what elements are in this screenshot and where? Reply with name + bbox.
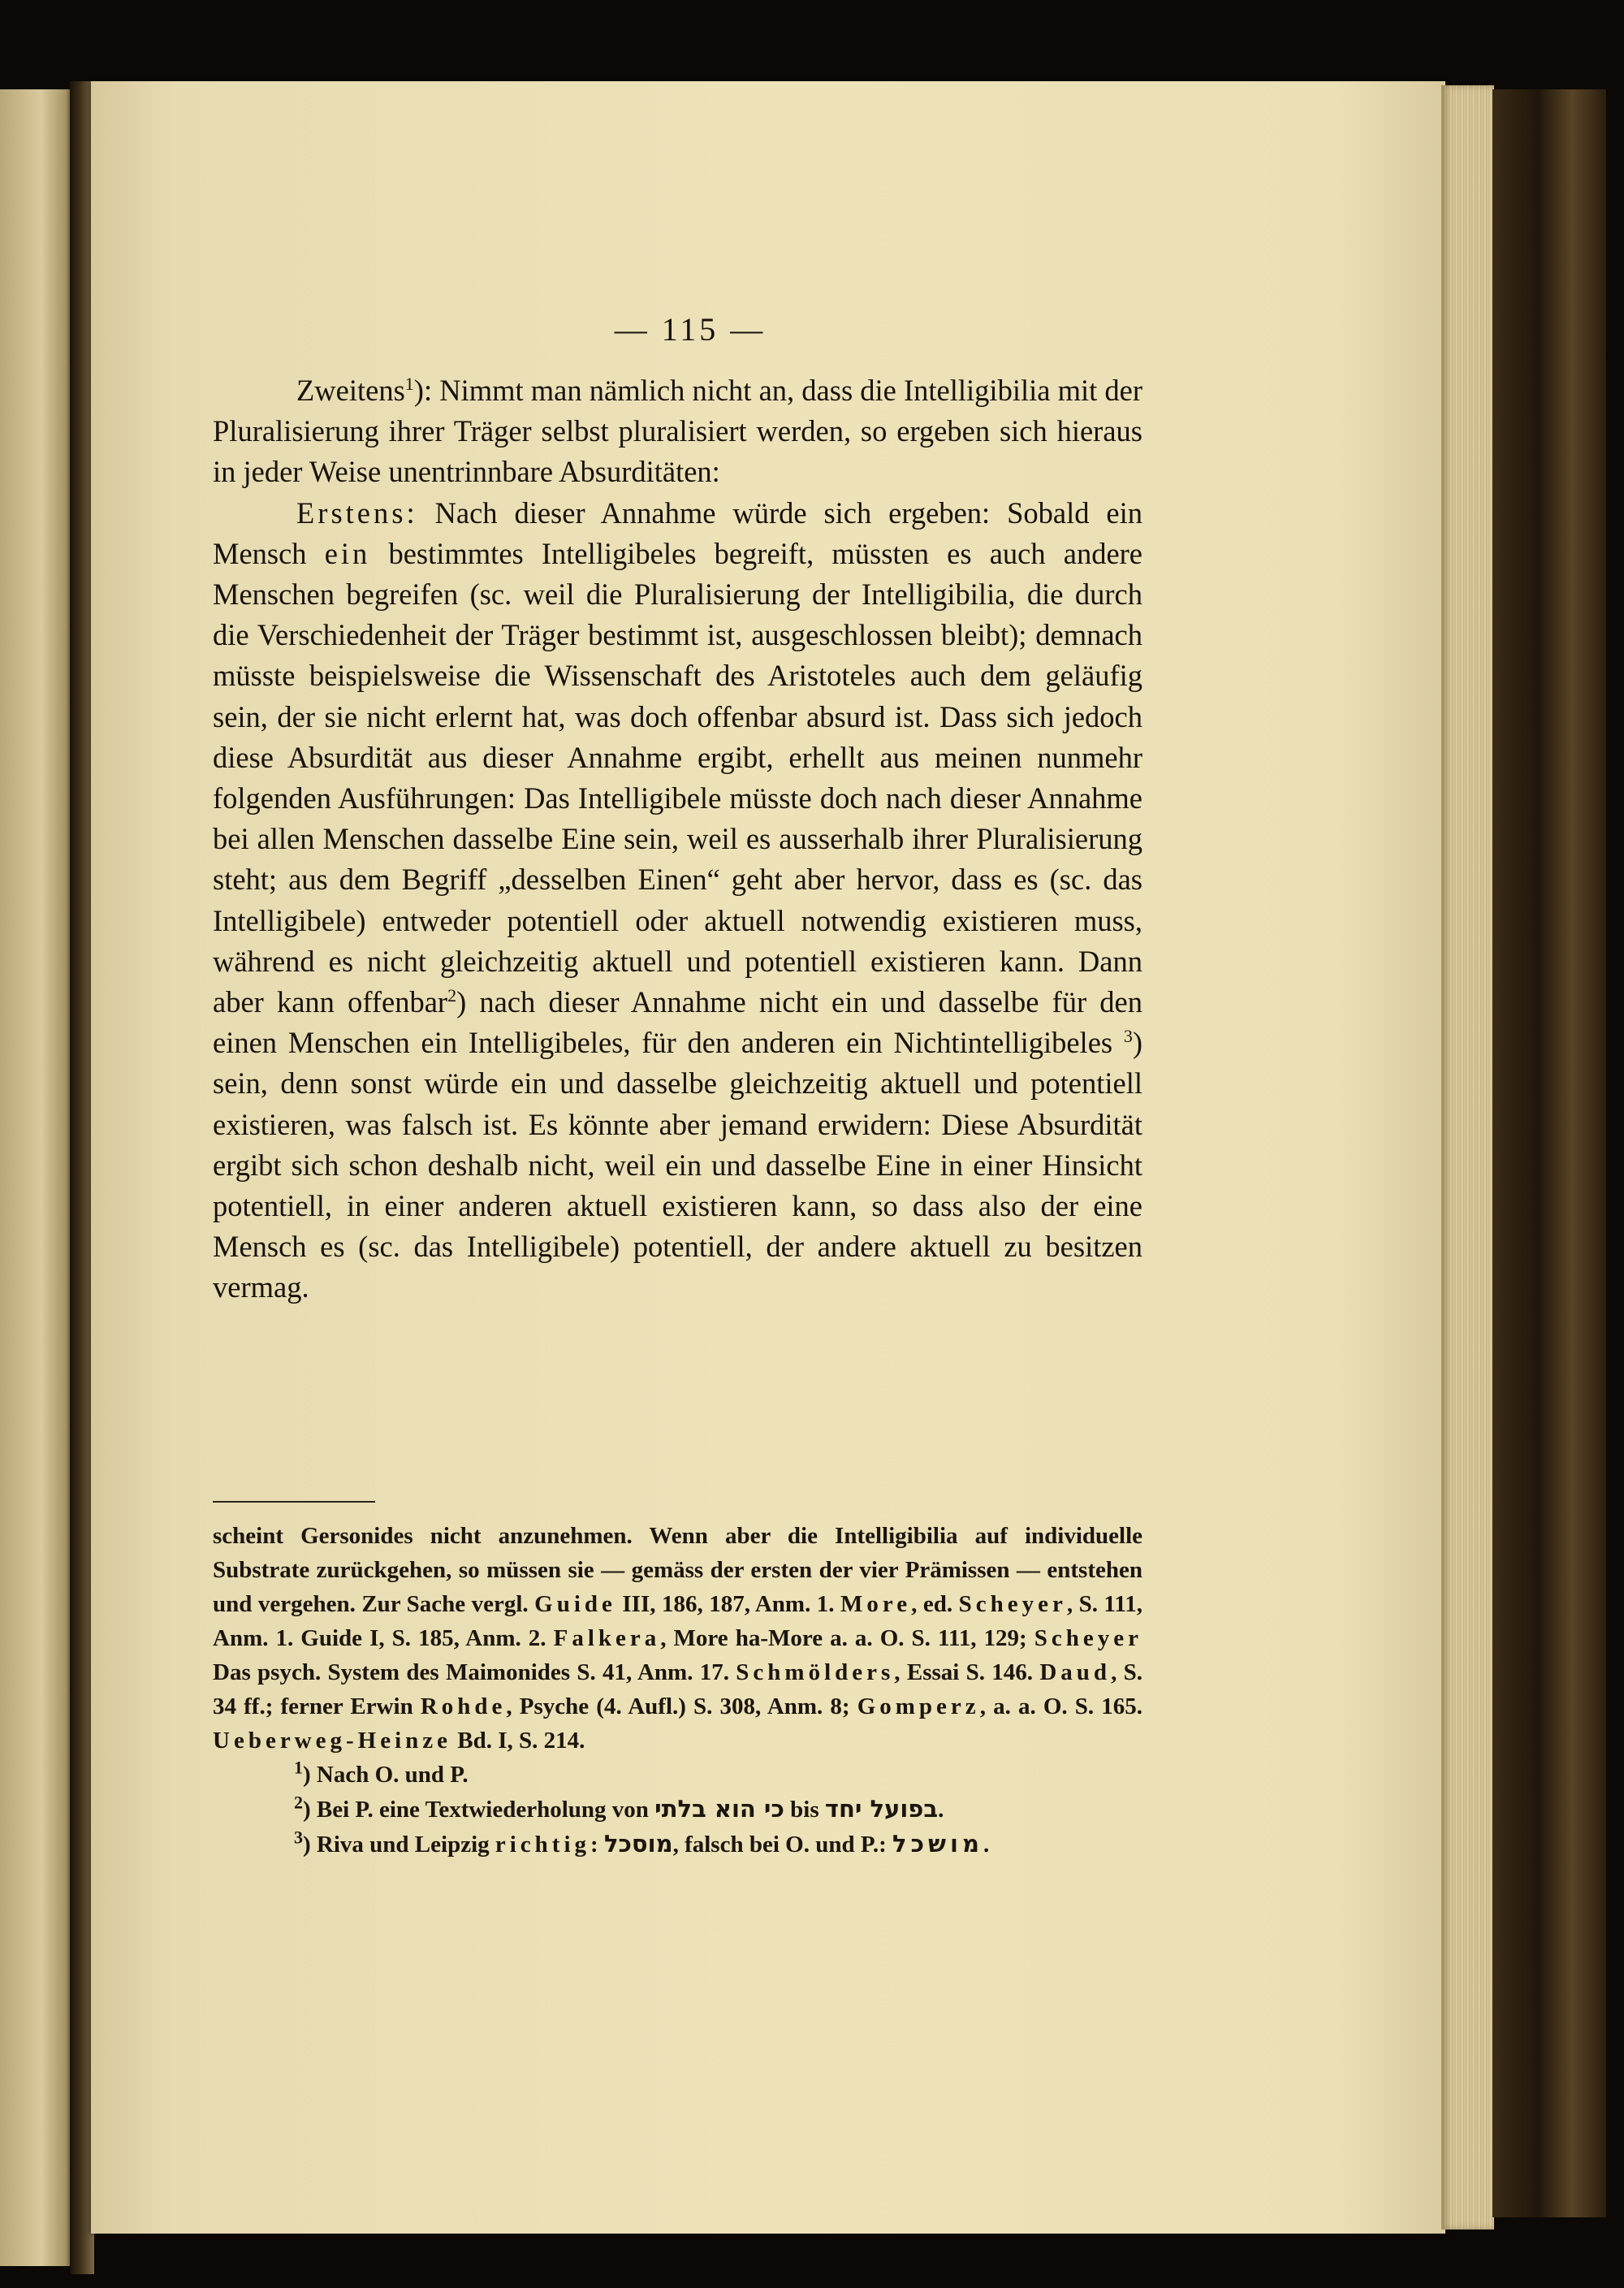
footnote-text: ) Riva und Leipzig bbox=[303, 1832, 495, 1858]
footnote-mark: 2 bbox=[294, 1792, 303, 1813]
paragraph-text: bestimmtes Intelligibeles begreift, müssten es auch andere Menschen begreifen (sc. weil die Pluralisierung der Intelligibilia, die durch die Verschiedenheit der Träger bestimmt ist, ausgeschlossen bleibt); demnach müsste beispielsweise die Wissenschaft des Aristoteles auch dem geläufig sein, der sie nicht erlernt hat, was doch offenbar absurd ist. Dass sich jedoch diese Absurdität aus dieser Annahme ergibt, erhellt aus meinen nunmehr folgenden Ausführungen: Das Intelligibele müsste doch nach dieser Annahme bei allen Menschen dasselbe Eine sein, weil es ausserhalb ihrer Pluralisierung steht; aus dem Begriff „desselben Einen“ geht aber hervor, dass es (sc. das Intelligibele) entweder potentiell oder aktuell notwendig existieren muss, während es nicht gleichzeitig aktuell und potentiell existieren kann. Dann aber kann offenbar bbox=[213, 536, 1143, 1019]
footnote-text: . bbox=[938, 1797, 944, 1823]
hebrew-phrase: בפועל יחד bbox=[824, 1795, 939, 1823]
paragraph-zweitens: Zweitens$^1$): Nimmt man nämlich nicht an, dass die Intelligibilia mit der Pluralisierung ihrer Träger selbst pluralisiert werden, so ergeben sich hieraus in jeder Weise unentrinnbare Absurditäten: bbox=[213, 373, 1142, 489]
footnote-text: ) Bei P. eine Textwiederholung von bbox=[303, 1797, 655, 1823]
footnote-text: , Psyche (4. Aufl.) S. 308, Anm. 8; bbox=[506, 1693, 857, 1719]
paragraph-text: ) sein, denn sonst würde ein und dasselbe gleichzeitig aktuell und potentiell existieren, was falsch ist. Es könnte aber jemand erwidern: Diese Absurdität ergibt sich schon deshalb nicht, weil ein und dasselbe Eine in einer Hinsicht potentiell, in einer anderen aktuell existieren kann, so dass also der eine Mensch es (sc. das Intelligibele) potentiell, der andere aktuell zu besitzen vermag. bbox=[213, 1026, 1142, 1304]
erstens-label: Erstens: bbox=[296, 495, 418, 530]
footnote-text: , More ha-More a. a. O. S. 111, 129; bbox=[660, 1625, 1034, 1651]
footnote-text: scheint Gersonides nicht anzunehmen. Wenn aber die Intelligibilia auf individuelle Substrate zurückgehen, so müssen sie — gemäss der ersten der vier Prämissen — entstehen und vergehen. Zur Sache vergl. bbox=[213, 1523, 1142, 1617]
zweitens-label: Zweitens bbox=[296, 374, 405, 407]
book-cover bbox=[1492, 89, 1606, 2217]
ref-rohde: Rohde bbox=[420, 1693, 507, 1719]
footnote-mark: 1 bbox=[294, 1757, 303, 1778]
ref-falkera: Falkera bbox=[553, 1625, 661, 1651]
ref-ueberweg: Ueberweg-Heinze bbox=[213, 1728, 452, 1754]
footnote-3 bbox=[213, 1827, 1142, 1862]
footnote-text: , falsch bei O. und P.: bbox=[672, 1832, 893, 1858]
ref-scheyer: Scheyer bbox=[958, 1591, 1067, 1617]
ref-scheyer: Scheyer bbox=[1034, 1625, 1142, 1651]
ref-guide: Guide bbox=[534, 1591, 616, 1617]
footnote-text: . bbox=[983, 1832, 990, 1858]
ref-daud: Daud bbox=[1039, 1659, 1112, 1685]
footnote-text: III, 186, 187, Anm. 1. bbox=[615, 1591, 841, 1617]
ref-more: More bbox=[840, 1591, 912, 1617]
footnote-text: , S. 34 ff.; ferner Erwin bbox=[213, 1659, 1142, 1719]
footnote-text: Das psych. System des Maimonides S. 41, Anm. 17. bbox=[213, 1659, 736, 1685]
main-text bbox=[213, 370, 1142, 1308]
footnote-ref-3[interactable]: 3 bbox=[1123, 1026, 1133, 1047]
ref-gomperz: Gomperz bbox=[857, 1693, 980, 1719]
footnote-ref-2[interactable]: 2 bbox=[447, 984, 457, 1006]
footnote-text: , Essai S. 146. bbox=[894, 1659, 1040, 1685]
footnote-1 bbox=[213, 1758, 1142, 1792]
hebrew-word: מוסכל bbox=[603, 1830, 673, 1858]
emphasis-ein: ein bbox=[324, 536, 371, 570]
footnotes bbox=[213, 1519, 1142, 1862]
footnote-mark: 3 bbox=[294, 1827, 303, 1848]
footnote-text: , ed. bbox=[911, 1591, 959, 1617]
paragraph-erstens bbox=[213, 493, 1142, 1308]
footnote-text: : bbox=[590, 1832, 604, 1858]
footnote-text: ) Nach O. und P. bbox=[303, 1762, 469, 1788]
paragraph-text: ) nach dieser Annahme nicht ein und dasselbe für den einen Menschen ein Intelligibeles, für den anderen ein Nichtintelligibeles bbox=[213, 985, 1143, 1060]
footnote-text: bis bbox=[784, 1797, 825, 1823]
footnote-continuation bbox=[213, 1519, 1142, 1758]
emphasis-richtig: richtig bbox=[495, 1832, 591, 1858]
footnote-text: Bd. I, S. 214. bbox=[451, 1728, 585, 1754]
paragraph-text: : Nimmt man nämlich nicht an, dass die Intelligibilia mit der Pluralisierung ihrer Träger selbst pluralisiert werden, so ergeben sich hieraus in jeder Weise unentrinnbare Absurditäten: bbox=[213, 374, 1142, 489]
left-page-edge bbox=[0, 89, 75, 2266]
footnote-text: , S. 111, Anm. 1. Guide I, S. 185, Anm. 2. bbox=[213, 1591, 1142, 1651]
hebrew-word: מושכל bbox=[892, 1830, 983, 1858]
hebrew-phrase: כי הוא בלתי bbox=[654, 1795, 784, 1823]
footnote-text: , a. a. O. S. 165. bbox=[979, 1693, 1143, 1719]
ref-schmoelders: Schmölders bbox=[736, 1659, 895, 1685]
footnote-ref-1[interactable]: 1 bbox=[404, 373, 414, 394]
page-edges bbox=[1441, 85, 1494, 2230]
paragraph-text: Nach dieser Annahme würde sich ergeben: Sobald ein Mensch bbox=[213, 495, 1142, 570]
footnote-rule bbox=[213, 1501, 375, 1503]
footnote-2 bbox=[213, 1792, 1142, 1827]
page-number: — 115 — bbox=[614, 311, 767, 348]
